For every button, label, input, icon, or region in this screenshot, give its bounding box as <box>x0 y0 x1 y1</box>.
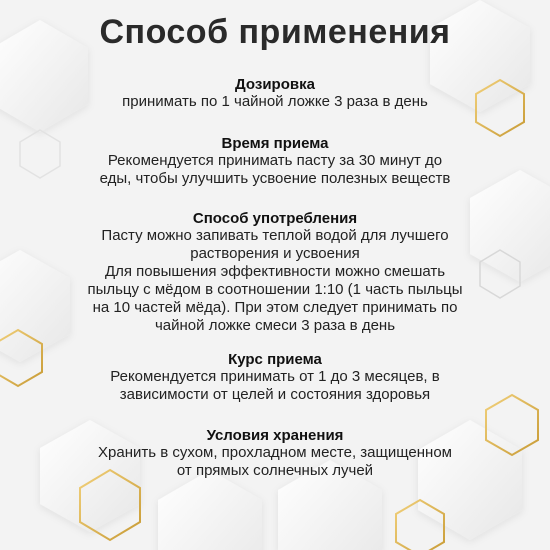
section-intake-time <box>40 135 510 188</box>
section-text-intake-time: Рекомендуется принимать пасту за 30 минут до еды, чтобы улучшить усвоение полезных веществ <box>99 152 451 187</box>
section-heading-storage: Условия хранения <box>206 427 344 444</box>
section-text-storage: Хранить в сухом, прохладном месте, защищенном от прямых солнечных лучей <box>98 444 452 479</box>
section-heading-usage-method: Способ употребления <box>192 210 358 227</box>
section-text-course: Рекомендуется принимать от 1 до 3 месяцев, в зависимости от целей и состояния здоровья <box>110 368 440 403</box>
section-dosage <box>40 76 510 111</box>
section-course <box>40 351 510 404</box>
section-heading-course: Курс приема <box>228 351 322 368</box>
section-heading-dosage: Дозировка <box>235 76 315 93</box>
page-title: Способ применения <box>99 13 451 51</box>
section-heading-intake-time: Время приема <box>221 135 329 152</box>
section-storage <box>40 427 510 480</box>
section-usage-method <box>40 210 510 335</box>
section-text-dosage: принимать по 1 чайной ложке 3 раза в день <box>122 93 428 110</box>
section-text-usage-method: Пасту можно запивать теплой водой для лучшего растворения и усвоения Для повышения эффективности можно смешать пыльцу с мёдом в соотношении 1:10 (1 часть пыльцы на 10 частей мёда). При этом следует принимать по чайной ложке смеси 3 раза в день <box>87 227 463 334</box>
